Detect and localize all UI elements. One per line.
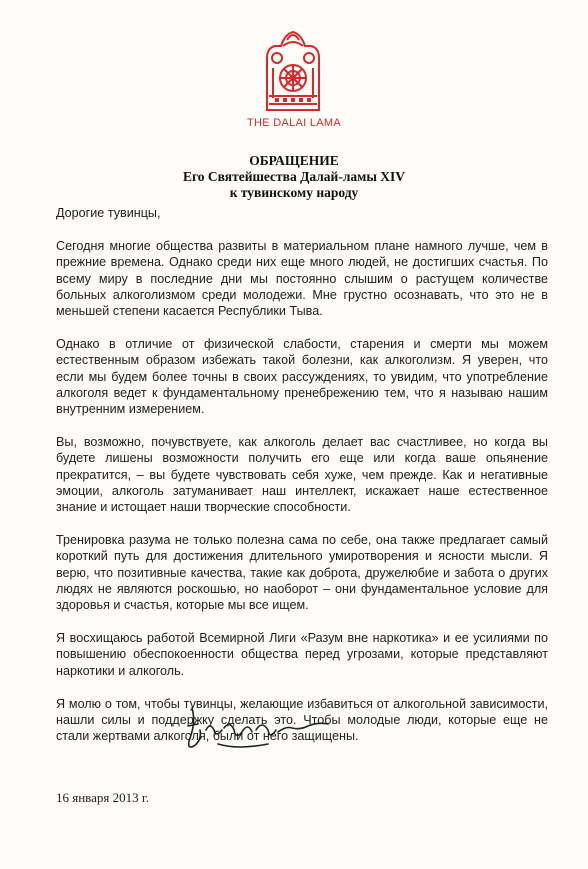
paragraph: Однако в отличие от физической слабости, старения и смерти мы можем естественным образом избежать такой болезни, как алкоголизм. Я уверен, что если мы будем более точны в своих рассуждениях, то увидим, что употребление алкоголя ведет к фундаментальному пренебрежению тем, что я называю нашим внутренним измерением.: [56, 337, 548, 417]
letter-body: [56, 205, 548, 761]
paragraph: Тренировка разума не только полезна сама по себе, она также предлагает самый короткий путь для достижения длительного умиротворения и ясности мысли. Я верю, что позитивные качества, такие как доброта, дружелюбие и забота о других людях не являются роскошью, но наоборот – они фундаментальное условие для здоровья и счастья, которые мы все ищем.: [56, 533, 548, 613]
paragraph: Я молю о том, чтобы тувинцы, желающие избавиться от алкогольной зависимости, нашли силы и поддержку сделать это. Чтобы молодые люди, которые еще не стали жертвами алкоголя, были от него защищены.: [56, 696, 548, 744]
letter-heading: [0, 153, 588, 201]
heading-title: ОБРАЩЕНИЕ: [249, 153, 339, 168]
heading-addressee: к тувинскому народу: [229, 185, 359, 200]
signature-icon: [178, 700, 338, 764]
letter-date: 16 января 2013 г.: [56, 790, 150, 805]
paragraph: Сегодня многие общества развиты в материальном плане намного лучше, чем в прежние времена. Однако среди них еще много людей, не достигших счастья. По всему миру в последние дни мы постоянно слышим о растущем количестве больных алкоголизмом среди молодежи. Мне грустно осознавать, что это не в меньшей степени касается Республики Тыва.: [56, 239, 548, 319]
heading-subtitle: Его Святейшества Далай-ламы XIV: [182, 169, 406, 184]
organization-name: THE DALAI LAMA: [246, 117, 342, 129]
greeting: Дорогие тувинцы,: [56, 206, 161, 220]
dalai-lama-seal-icon: [261, 28, 325, 112]
paragraph: Вы, возможно, почувствуете, как алкоголь делает вас счастливее, но когда вы будете лишены возможности получить его еще или когда ваше опьянение прекратится, – вы будете чувствовать себя хуже, чем прежде. Как и негативные эмоции, алкоголь затуманивает наш интеллект, искажает наше естественное знание и истощает наши творческие способности.: [56, 435, 548, 515]
paragraph: Я восхищаюсь работой Всемирной Лиги «Разум вне наркотика» и ее усилиями по повышению обеспокоенности общества перед угрозами, которые представляют наркотики и алкоголь.: [56, 631, 548, 678]
